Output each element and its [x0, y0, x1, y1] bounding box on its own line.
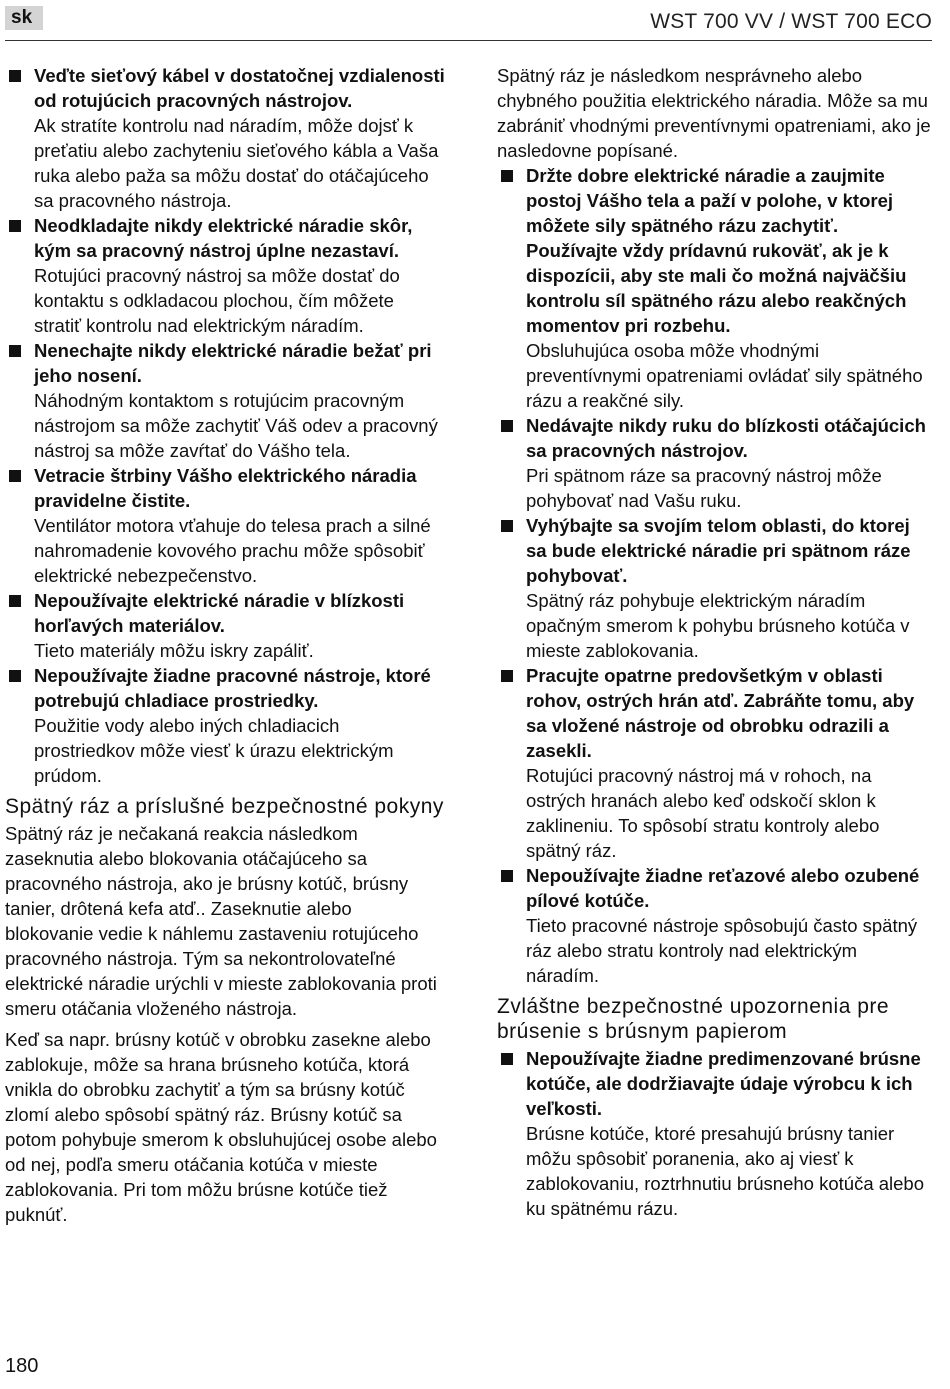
safety-item-title: Nedávajte nikdy ruku do blízkosti otáčajúcich sa pracovných nástrojov.: [526, 415, 926, 461]
body-paragraph: Spätný ráz je následkom nesprávneho alebo chybného použitia elektrického náradia. Môže sa mu zabrániť vhodnými preventívnymi opatreniami, ako je nasledovne popísané.: [497, 65, 931, 161]
safety-item-text: Spätný ráz pohybuje elektrickým náradím opačným smerom k pohybu brúsneho kotúča v mieste zablokovania.: [526, 590, 910, 661]
safety-item: [5, 213, 445, 338]
square-bullet-icon: [9, 670, 21, 682]
safety-item-text: Tieto materiály môžu iskry zapáliť.: [34, 640, 314, 661]
safety-item-title: Držte dobre elektrické náradie a zaujmite postoj Vášho tela a paží v polohe, v ktorej môžete sily spätného rázu zachytiť. Používajte vždy prídavnú rukoväť, ak je k dispozícii, aby ste mali čo možná najväčšiu kontrolu síl spätného rázu alebo reakčných momentov pri rozbehu.: [526, 165, 907, 336]
safety-item-text: Rotujúci pracovný nástroj sa môže dostať do kontaktu s odkladacou plochou, čím môžete stratiť kontrolu nad elektrickým náradím.: [34, 265, 400, 336]
safety-item-text: Rotujúci pracovný nástroj má v rohoch, na ostrých hranách alebo keď odskočí sklon k zaklineniu. To spôsobí stratu kontroly alebo spätný ráz.: [526, 765, 880, 861]
safety-item-title: Nenechajte nikdy elektrické náradie bežať pri jeho nosení.: [34, 340, 432, 386]
section-heading: Zvláštne bezpečnostné upozornenia pre brúsenie s brúsnym papierom: [497, 995, 890, 1043]
square-bullet-icon: [501, 1053, 513, 1065]
right-column: [497, 63, 933, 1221]
header-divider: [5, 40, 932, 41]
language-badge: sk: [5, 6, 43, 30]
safety-item-text: Pri spätnom ráze sa pracovný nástroj môže pohybovať nad Vašu ruku.: [526, 465, 882, 511]
safety-item-text: Obsluhujúca osoba môže vhodnými preventívnymi opatreniami ovládať sily spätného rázu a reakčné sily.: [526, 340, 923, 411]
square-bullet-icon: [9, 220, 21, 232]
square-bullet-icon: [501, 170, 513, 182]
model-title: WST 700 VV / WST 700 ECO: [650, 10, 932, 33]
safety-item: [497, 1046, 933, 1221]
square-bullet-icon: [501, 520, 513, 532]
section-heading: Spätný ráz a príslušné bezpečnostné pokyny: [5, 795, 444, 818]
safety-item-text: Náhodným kontaktom s rotujúcim pracovným nástrojom sa môže zachytiť Váš odev a pracovný nástroj sa môže zavŕtať do Vášho tela.: [34, 390, 438, 461]
safety-item: [497, 663, 933, 863]
safety-item: [5, 588, 445, 663]
left-column: [5, 63, 445, 1227]
safety-item-title: Nepoužívajte žiadne reťazové alebo ozubené pílové kotúče.: [526, 865, 920, 911]
safety-item-title: Vetracie štrbiny Vášho elektrického náradia pravidelne čistite.: [34, 465, 417, 511]
safety-item-text: Brúsne kotúče, ktoré presahujú brúsny tanier môžu spôsobiť poranenia, ako aj viesť k zablokovaniu, roztrhnutiu brúsneho kotúča alebo ku spätnému rázu.: [526, 1123, 925, 1219]
square-bullet-icon: [501, 870, 513, 882]
safety-item-text: Použitie vody alebo iných chladiacich prostriedkov môže viesť k úrazu elektrickým prúdom.: [34, 715, 394, 786]
square-bullet-icon: [501, 670, 513, 682]
safety-item-title: Pracujte opatrne predovšetkým v oblasti rohov, ostrých hrán atď. Zabráňte tomu, aby sa vložené nástroje od obrobku odrazili a zasekli.: [526, 665, 915, 761]
safety-item-text: Ventilátor motora vťahuje do telesa prach a silné nahromadenie kovového prachu môže spôsobiť elektrické nebezpečenstvo.: [34, 515, 431, 586]
body-paragraph: Spätný ráz je nečakaná reakcia následkom zaseknutia alebo blokovania otáčajúceho sa pracovného nástroja, ako je brúsny kotúč, brúsny tanier, drôtená kefa atď.. Zaseknutie alebo blokovanie vedie k náhlemu zastaveniu rotujúceho pracovného nástroja. Tým sa nekontrolovateľné elektrické náradie urýchli v mieste zablokovania proti smeru otáčania vloženého nástroja.: [5, 823, 437, 1019]
safety-item-title: Vyhýbajte sa svojím telom oblasti, do ktorej sa bude elektrické náradie pri spätnom ráze pohybovať.: [526, 515, 911, 586]
safety-item: [5, 63, 445, 213]
square-bullet-icon: [9, 345, 21, 357]
safety-item: [5, 663, 445, 788]
safety-item-title: Nepoužívajte žiadne predimenzované brúsne kotúče, ale dodržiavajte údaje výrobcu k ich veľkosti.: [526, 1048, 921, 1119]
square-bullet-icon: [9, 70, 21, 82]
safety-item-text: Tieto pracovné nástroje spôsobujú často spätný ráz alebo stratu kontroly nad elektrickým náradím.: [526, 915, 918, 986]
safety-item-title: Neodkladajte nikdy elektrické náradie skôr, kým sa pracovný nástroj úplne nezastaví.: [34, 215, 413, 261]
safety-item-text: Ak stratíte kontrolu nad náradím, môže dojsť k preťatiu alebo zachyteniu sieťového kábla a Vaša ruka alebo paža sa môžu dostať do otáčajúceho sa pracovného nástroja.: [34, 115, 439, 211]
square-bullet-icon: [9, 470, 21, 482]
body-paragraph: Keď sa napr. brúsny kotúč v obrobku zasekne alebo zablokuje, môže sa hrana brúsneho kotúča, ktorá vnikla do obrobku zachytiť a tým sa brúsny kotúč zlomí alebo spôsobí spätný ráz. Brúsny kotúč sa potom pohybuje smerom k obsluhujúcej osobe alebo od nej, podľa smeru otáčania kotúča v mieste zablokovania. Pri tom môžu brúsne kotúče tiež puknúť.: [5, 1029, 437, 1225]
safety-item: [5, 338, 445, 463]
safety-item: [497, 413, 933, 513]
safety-item-title: Nepoužívajte žiadne pracovné nástroje, ktoré potrebujú chladiace prostriedky.: [34, 665, 431, 711]
safety-item-title: Veďte sieťový kábel v dostatočnej vzdialenosti od rotujúcich pracovných nástrojov.: [34, 65, 445, 111]
square-bullet-icon: [9, 595, 21, 607]
page-number: 180: [5, 1355, 39, 1377]
safety-item: [497, 163, 933, 413]
safety-item: [5, 463, 445, 588]
page-header: [0, 0, 950, 42]
safety-item: [497, 513, 933, 663]
safety-item-title: Nepoužívajte elektrické náradie v blízkosti horľavých materiálov.: [34, 590, 405, 636]
safety-item: [497, 863, 933, 988]
square-bullet-icon: [501, 420, 513, 432]
